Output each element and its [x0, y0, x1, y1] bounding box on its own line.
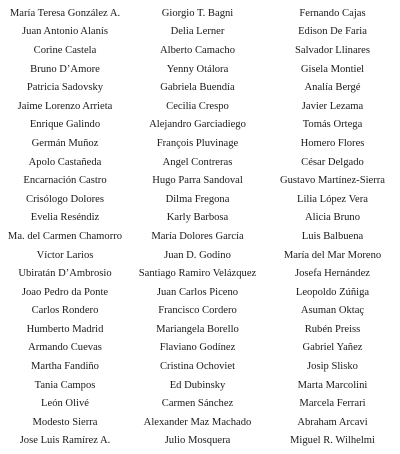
name-cell: Evelia Reséndiz	[30, 212, 100, 224]
name-cell: Abraham Arcavi	[297, 416, 368, 428]
name-cell: Joao Pedro da Ponte	[21, 286, 109, 298]
table-row	[0, 227, 400, 246]
name-cell: Juan Carlos Piceno	[156, 286, 239, 298]
names-table-body	[0, 4, 400, 450]
name-cell: Modesto Sierra	[32, 416, 98, 428]
name-cell: Yenny Otálora	[166, 63, 229, 75]
table-row	[0, 320, 400, 339]
name-cell: María Dolores García	[151, 230, 244, 242]
name-cell: Ma. del Carmen Chamorro	[7, 230, 123, 242]
name-cell: Alicia Bruno	[304, 212, 361, 224]
name-cell: Armando Cuevas	[28, 342, 102, 354]
name-cell: Homero Flores	[300, 137, 365, 149]
name-cell: María del Mar Moreno	[283, 249, 382, 261]
name-cell: Gabriel Yañez	[302, 342, 363, 354]
name-cell: Tomás Ortega	[302, 119, 363, 131]
name-cell: Asuman Oktaç	[300, 305, 365, 317]
table-row	[0, 432, 400, 451]
name-cell: Gisela Montiel	[300, 63, 365, 75]
name-cell: Lilia López Vera	[297, 193, 368, 205]
name-cell: Cecilia Crespo	[166, 100, 229, 112]
table-row	[0, 171, 400, 190]
name-cell: Alejandro Garciadiego	[149, 119, 246, 131]
name-cell: Cristina Ochoviet	[159, 361, 236, 373]
name-cell: Alexander Maz Machado	[143, 416, 252, 428]
name-cell: Víctor Larios	[36, 249, 94, 261]
name-cell: Gabriela Buendía	[160, 82, 235, 94]
name-cell: Jaime Lorenzo Arrieta	[17, 100, 113, 112]
name-cell: Encarnación Castro	[23, 175, 107, 187]
table-row	[0, 357, 400, 376]
name-cell: Santiago Ramiro Velázquez	[138, 268, 257, 280]
table-row	[0, 264, 400, 283]
name-cell: Gustavo Martínez-Sierra	[279, 175, 386, 187]
table-row	[0, 283, 400, 302]
name-cell: Mariangela Borello	[156, 323, 239, 335]
name-cell: Julio Mosquera	[164, 435, 231, 447]
name-cell: Juan D. Godino	[164, 249, 231, 261]
name-cell: Corine Castela	[33, 44, 97, 56]
name-cell: Javier Lezama	[301, 100, 364, 112]
name-cell: Rubén Preiss	[304, 323, 361, 335]
names-table	[0, 4, 400, 450]
table-row	[0, 413, 400, 432]
table-row	[0, 97, 400, 116]
table-row	[0, 246, 400, 265]
name-cell: Giorgio T. Bagni	[161, 7, 234, 19]
name-cell: María Teresa González A.	[9, 7, 121, 19]
name-cell: Carlos Rondero	[31, 305, 99, 317]
name-cell: Jose Luis Ramírez A.	[19, 435, 111, 447]
table-row	[0, 376, 400, 395]
name-cell: Crisólogo Dolores	[26, 193, 104, 205]
table-row	[0, 302, 400, 321]
name-cell: Delia Lerner	[170, 26, 225, 38]
name-cell: Hugo Parra Sandoval	[152, 175, 243, 187]
name-cell: Josefa Hernández	[295, 268, 370, 280]
name-cell: Dilma Fregona	[165, 193, 230, 205]
name-cell: Fernando Cajas	[299, 7, 366, 19]
table-row	[0, 153, 400, 172]
name-cell: Ubiratán D’Ambrosio	[18, 268, 112, 280]
name-cell: Ed Dubinsky	[169, 379, 226, 391]
table-row	[0, 23, 400, 42]
name-cell: Alberto Camacho	[159, 44, 235, 56]
table-row	[0, 116, 400, 135]
name-cell: Miguel R. Wilhelmi	[289, 435, 375, 447]
name-cell: Marta Marcolini	[297, 379, 368, 391]
table-row	[0, 60, 400, 79]
name-cell: Salvador Llinares	[294, 44, 370, 56]
name-cell: Juan Antonio Alanís	[22, 26, 108, 38]
name-cell: Apolo Castañeda	[28, 156, 102, 168]
name-cell: Carmen Sánchez	[161, 398, 234, 410]
name-cell: Leopoldo Zúñiga	[295, 286, 370, 298]
name-cell: Josip Slisko	[307, 361, 358, 373]
name-cell: Patricia Sadovsky	[26, 82, 104, 94]
name-cell: Bruno D’Amore	[30, 63, 100, 75]
name-cell: Karly Barbosa	[166, 212, 229, 224]
table-row	[0, 134, 400, 153]
name-cell: Angel Contreras	[162, 156, 233, 168]
name-cell: Francisco Cordero	[158, 305, 237, 317]
name-cell: Martha Fandiño	[31, 361, 99, 373]
table-row	[0, 190, 400, 209]
name-cell: Germán Muñoz	[31, 137, 99, 149]
name-cell: François Pluvinage	[156, 137, 239, 149]
name-cell: Edison De Faria	[298, 26, 367, 38]
name-cell: Tania Campos	[34, 379, 96, 391]
name-cell: Analía Bergé	[304, 82, 361, 94]
name-cell: Marcela Ferrari	[299, 398, 366, 410]
name-cell: Luis Balbuena	[301, 230, 364, 242]
table-row	[0, 394, 400, 413]
table-row	[0, 78, 400, 97]
table-row	[0, 209, 400, 228]
table-row	[0, 339, 400, 358]
table-row	[0, 4, 400, 23]
name-cell: León Olivé	[41, 398, 89, 410]
name-cell: César Delgado	[301, 156, 364, 168]
table-row	[0, 41, 400, 60]
name-cell: Flaviano Godínez	[159, 342, 236, 354]
name-cell: Enrique Galindo	[29, 119, 101, 131]
name-cell: Humberto Madrid	[26, 323, 104, 335]
